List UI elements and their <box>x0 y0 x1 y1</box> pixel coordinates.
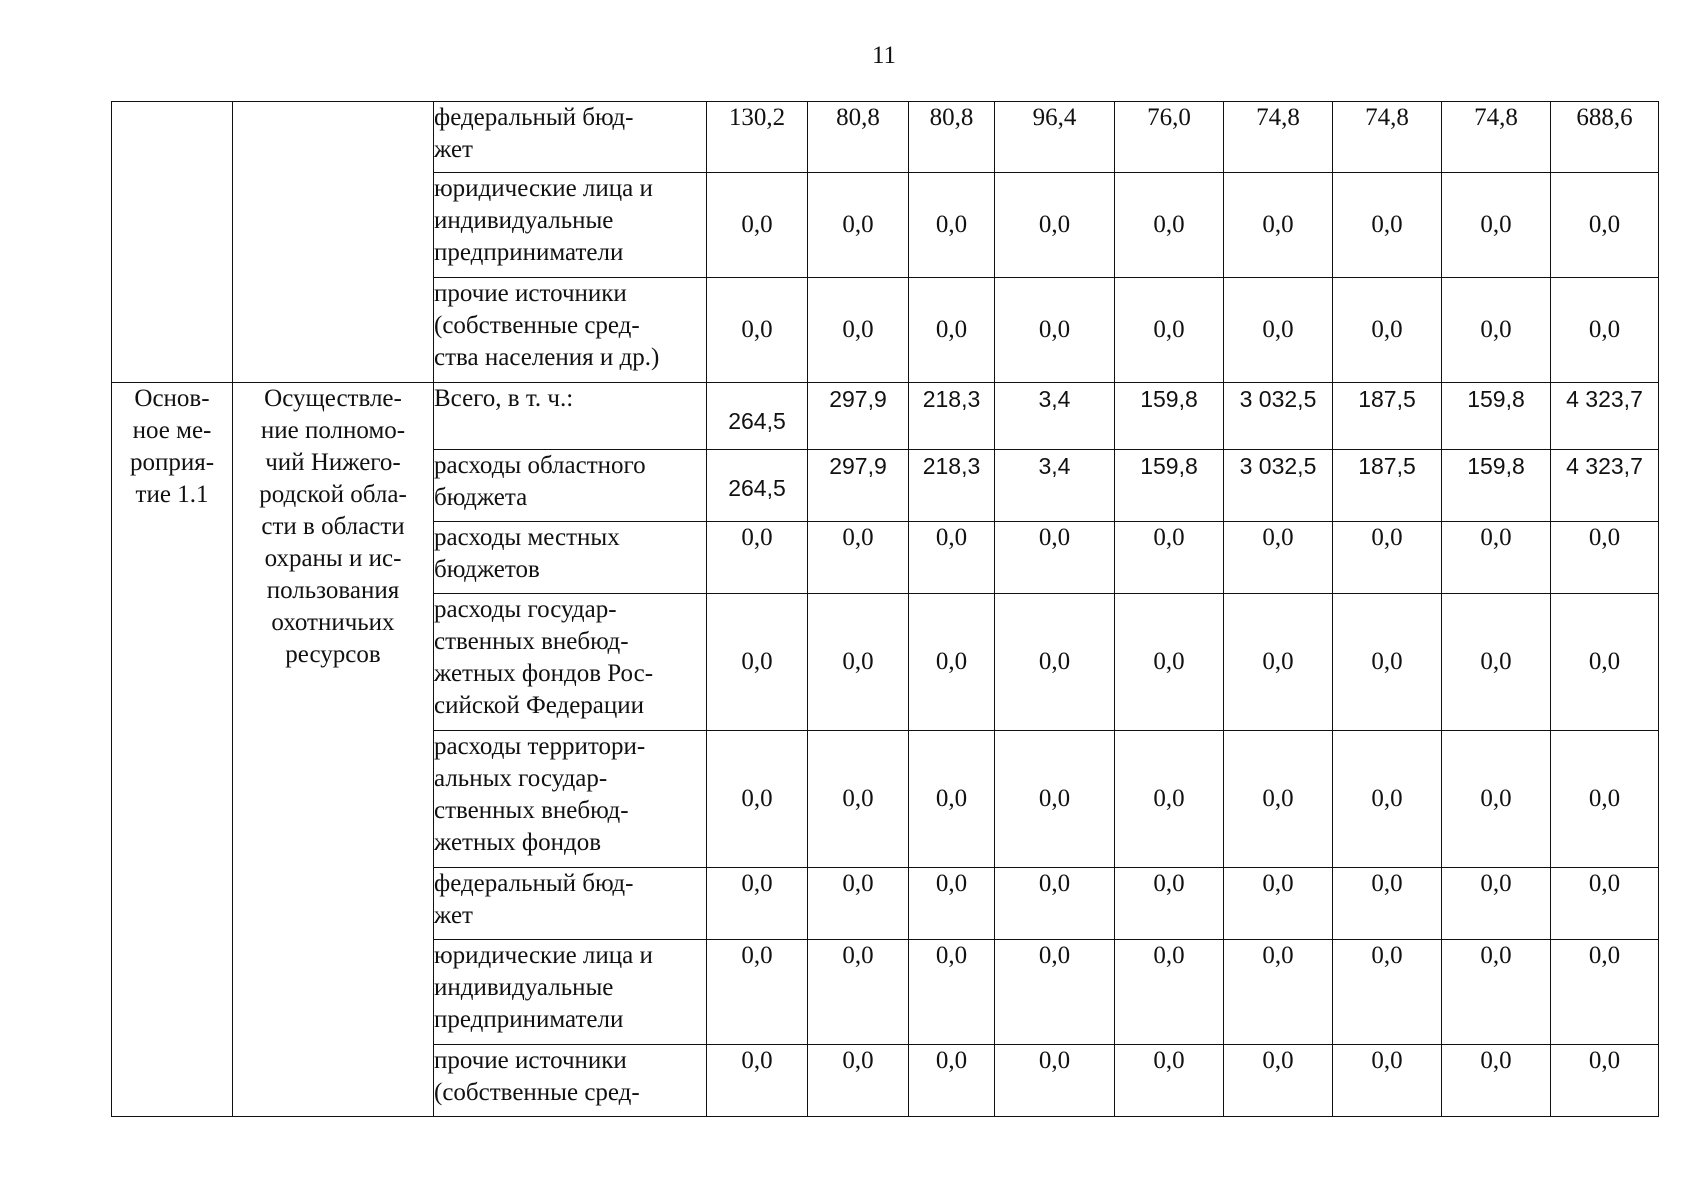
value-cell: 0,0 <box>1115 731 1224 868</box>
value-cell: 80,8 <box>808 102 909 173</box>
value-cell: 0,0 <box>1333 278 1442 383</box>
value-cell: 0,0 <box>909 594 995 731</box>
value-cell: 0,0 <box>1442 594 1551 731</box>
value-cell: 0,0 <box>909 731 995 868</box>
value-cell: 0,0 <box>995 594 1115 731</box>
measure-label-cell: Основ- ное ме- роприя- тие 1.1 <box>112 383 233 1117</box>
value-cell: 0,0 <box>1333 522 1442 594</box>
value-cell: 0,0 <box>1115 278 1224 383</box>
value-cell: 0,0 <box>1115 522 1224 594</box>
value-cell: 159,8 <box>1115 450 1224 522</box>
value-cell: 0,0 <box>995 1045 1115 1117</box>
value-cell: 3,4 <box>995 450 1115 522</box>
value-cell: 0,0 <box>995 278 1115 383</box>
value-cell: 0,0 <box>1333 594 1442 731</box>
value-cell: 0,0 <box>909 1045 995 1117</box>
value-cell: 0,0 <box>1224 1045 1333 1117</box>
value-cell: 74,8 <box>1442 102 1551 173</box>
budget-table <box>111 101 1659 1117</box>
value-cell: 74,8 <box>1224 102 1333 173</box>
value-cell: 0,0 <box>1224 278 1333 383</box>
value-cell: 159,8 <box>1115 383 1224 450</box>
value-cell: 0,0 <box>707 278 808 383</box>
value-cell: 0,0 <box>1551 731 1659 868</box>
value-cell: 0,0 <box>707 522 808 594</box>
value-cell: 0,0 <box>1224 731 1333 868</box>
value-cell: 0,0 <box>909 868 995 940</box>
funding-source-cell: расходы местных бюджетов <box>434 522 707 594</box>
value-cell: 0,0 <box>808 940 909 1045</box>
value-cell: 0,0 <box>1551 522 1659 594</box>
value-cell: 0,0 <box>808 173 909 278</box>
value-cell: 297,9 <box>808 450 909 522</box>
value-cell: 0,0 <box>707 173 808 278</box>
value-cell: 0,0 <box>1551 1045 1659 1117</box>
value-cell: 0,0 <box>909 278 995 383</box>
value-cell: 0,0 <box>1333 940 1442 1045</box>
funding-source-cell: прочие источники (собственные сред- <box>434 1045 707 1117</box>
funding-source-cell: расходы областного бюджета <box>434 450 707 522</box>
value-cell: 0,0 <box>1224 594 1333 731</box>
value-cell: 0,0 <box>995 940 1115 1045</box>
value-cell: 0,0 <box>808 278 909 383</box>
empty-merged-cell <box>233 102 434 383</box>
value-cell: 0,0 <box>995 731 1115 868</box>
value-cell: 0,0 <box>1224 940 1333 1045</box>
value-cell: 0,0 <box>1115 594 1224 731</box>
value-cell: 218,3 <box>909 450 995 522</box>
table-row <box>112 102 1659 173</box>
funding-source-cell: федеральный бюд- жет <box>434 102 707 173</box>
value-cell: 0,0 <box>1224 868 1333 940</box>
value-cell: 0,0 <box>808 522 909 594</box>
value-cell: 0,0 <box>1115 1045 1224 1117</box>
funding-source-cell: юридические лица и индивидуальные предприниматели <box>434 940 707 1045</box>
value-cell: 187,5 <box>1333 450 1442 522</box>
value-cell: 0,0 <box>1551 278 1659 383</box>
value-cell: 0,0 <box>1224 522 1333 594</box>
funding-source-cell: Всего, в т. ч.: <box>434 383 707 450</box>
value-cell: 0,0 <box>1551 173 1659 278</box>
page-number: 11 <box>871 42 897 69</box>
table-row <box>112 383 1659 450</box>
value-cell: 0,0 <box>995 868 1115 940</box>
value-cell: 96,4 <box>995 102 1115 173</box>
value-cell: 130,2 <box>707 102 808 173</box>
value-cell: 0,0 <box>1442 868 1551 940</box>
value-cell: 76,0 <box>1115 102 1224 173</box>
value-cell: 159,8 <box>1442 383 1551 450</box>
value-cell: 0,0 <box>1442 1045 1551 1117</box>
value-cell: 0,0 <box>909 173 995 278</box>
value-cell: 0,0 <box>808 731 909 868</box>
value-cell: 0,0 <box>1333 731 1442 868</box>
value-cell: 264,5 <box>707 450 808 522</box>
funding-source-cell: юридические лица и индивидуальные предприниматели <box>434 173 707 278</box>
value-cell: 74,8 <box>1333 102 1442 173</box>
value-cell: 159,8 <box>1442 450 1551 522</box>
funding-source-cell: федеральный бюд- жет <box>434 868 707 940</box>
funding-source-cell: расходы государ- ственных внебюд- жетных фондов Рос- сийской Федерации <box>434 594 707 731</box>
value-cell: 0,0 <box>1115 173 1224 278</box>
value-cell: 80,8 <box>909 102 995 173</box>
value-cell: 264,5 <box>707 383 808 450</box>
value-cell: 3 032,5 <box>1224 450 1333 522</box>
value-cell: 0,0 <box>707 594 808 731</box>
value-cell: 0,0 <box>909 940 995 1045</box>
value-cell: 4 323,7 <box>1551 450 1659 522</box>
value-cell: 0,0 <box>1115 940 1224 1045</box>
funding-source-cell: расходы территори- альных государ- ственных внебюд- жетных фондов <box>434 731 707 868</box>
value-cell: 0,0 <box>1551 940 1659 1045</box>
value-cell: 0,0 <box>1442 522 1551 594</box>
measure-description-cell: Осуществле- ние полномо- чий Нижего- родской обла- сти в области охраны и ис- пользования охотничьих ресурсов <box>233 383 434 1117</box>
value-cell: 0,0 <box>707 868 808 940</box>
value-cell: 4 323,7 <box>1551 383 1659 450</box>
value-cell: 0,0 <box>909 522 995 594</box>
value-cell: 0,0 <box>707 731 808 868</box>
empty-merged-cell <box>112 102 233 383</box>
value-cell: 0,0 <box>1115 868 1224 940</box>
value-cell: 0,0 <box>1333 1045 1442 1117</box>
value-cell: 0,0 <box>707 1045 808 1117</box>
value-cell: 0,0 <box>808 868 909 940</box>
value-cell: 187,5 <box>1333 383 1442 450</box>
value-cell: 0,0 <box>1442 173 1551 278</box>
value-cell: 297,9 <box>808 383 909 450</box>
value-cell: 218,3 <box>909 383 995 450</box>
value-cell: 0,0 <box>1551 594 1659 731</box>
value-cell: 0,0 <box>1333 173 1442 278</box>
value-cell: 0,0 <box>1442 278 1551 383</box>
value-cell: 0,0 <box>1442 940 1551 1045</box>
funding-source-cell: прочие источники (собственные сред- ства населения и др.) <box>434 278 707 383</box>
value-cell: 0,0 <box>1551 868 1659 940</box>
value-cell: 688,6 <box>1551 102 1659 173</box>
value-cell: 0,0 <box>707 940 808 1045</box>
value-cell: 3 032,5 <box>1224 383 1333 450</box>
value-cell: 3,4 <box>995 383 1115 450</box>
value-cell: 0,0 <box>1442 731 1551 868</box>
value-cell: 0,0 <box>995 173 1115 278</box>
value-cell: 0,0 <box>808 1045 909 1117</box>
value-cell: 0,0 <box>1333 868 1442 940</box>
value-cell: 0,0 <box>995 522 1115 594</box>
value-cell: 0,0 <box>808 594 909 731</box>
value-cell: 0,0 <box>1224 173 1333 278</box>
